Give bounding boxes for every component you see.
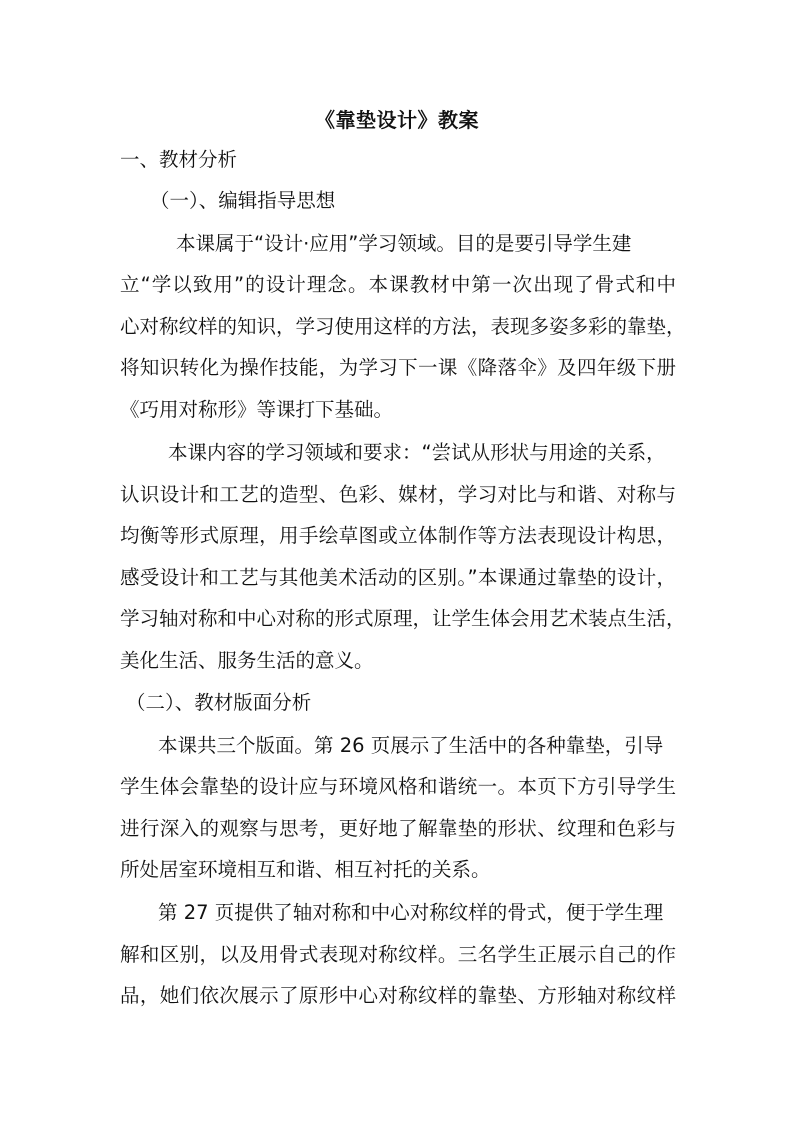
paragraph-line: 学习轴对称和中心对称的形式原理，让学生体会用艺术装点生活， <box>120 607 686 630</box>
paragraph-line: 本课共三个版面。第 26 页展示了生活中的各种靠垫，引导 <box>158 734 664 757</box>
paragraph-line: 立“学以致用”的设计理念。本课教材中第一次出现了骨式和中 <box>120 273 676 296</box>
section-heading: 一、教材分析 <box>120 148 238 171</box>
paragraph-line: 解和区别，以及用骨式表现对称纹样。三名学生正展示自己的作 <box>120 943 676 966</box>
paragraph-line: 进行深入的观察与思考，更好地了解靠垫的形状、纹理和色彩与 <box>120 817 676 840</box>
paragraph-line: 均衡等形式原理，用手绘草图或立体制作等方法表现设计构思， <box>120 524 676 547</box>
paragraph-line: 《巧用对称形》等课打下基础。 <box>120 398 394 421</box>
paragraph-line: 本课属于“设计·应用”学习领域。目的是要引导学生建 <box>176 232 632 255</box>
paragraph-line: 感受设计和工艺与其他美术活动的区别。”本课通过靠垫的设计， <box>120 566 676 589</box>
paragraph-line: 心对称纹样的知识，学习使用这样的方法，表现多姿多彩的靠垫， <box>120 315 686 338</box>
paragraph-line: 美化生活、服务生活的意义。 <box>120 649 374 672</box>
paragraph-line: 第 27 页提供了轴对称和中心对称纹样的骨式，便于学生理 <box>158 901 664 924</box>
subsection-heading: （二）、教材版面分析 <box>126 691 312 714</box>
paragraph-line: 将知识转化为操作技能，为学习下一课《降落伞》及四年级下册 <box>120 356 676 379</box>
subsection-heading: （一）、编辑指导思想 <box>150 189 336 212</box>
paragraph-line: 本课内容的学习领域和要求：“尝试从形状与用途的关系， <box>168 441 666 464</box>
document-title: 《靠垫设计》教案 <box>315 108 479 132</box>
paragraph-line: 认识设计和工艺的造型、色彩、媒材，学习对比与和谐、对称与 <box>120 483 676 506</box>
paragraph-line: 品，她们依次展示了原形中心对称纹样的靠垫、方形轴对称纹样 <box>120 984 676 1007</box>
paragraph-line: 所处居室环境相互和谐、相互衬托的关系。 <box>120 858 491 881</box>
paragraph-line: 学生体会靠垫的设计应与环境风格和谐统一。本页下方引导学生 <box>120 775 676 798</box>
